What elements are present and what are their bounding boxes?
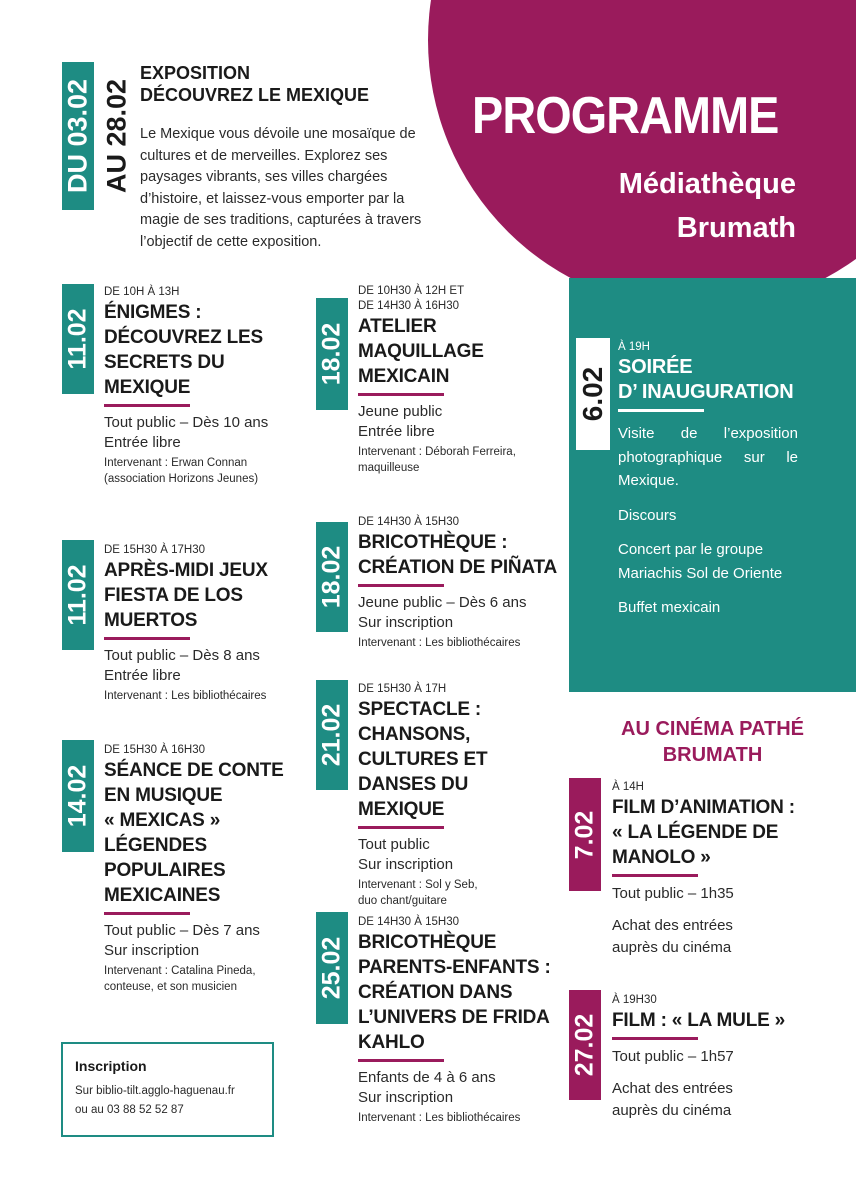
event-divider	[358, 826, 444, 829]
event-audience: Jeune public – Dès 6 ans Sur inscription	[358, 594, 527, 631]
event-audience: Tout public – Dès 10 ans Entrée libre	[104, 414, 269, 451]
event-time: DE 10H À 13H	[104, 286, 180, 298]
event-audience: Tout public – 1h35 Achat des entrées auprès du cinéma	[612, 885, 734, 956]
inscription-website[interactable]: Sur biblio-tilt.agglo-haguenau.fr	[75, 1085, 235, 1097]
inauguration-line: Buffet mexicain	[618, 599, 721, 616]
event-time: DE 14H30 À 15H30	[358, 516, 460, 528]
date-tab-cinema: 7.02	[569, 778, 601, 891]
event-divider	[104, 637, 190, 640]
date-tab-event: 18.02	[316, 522, 348, 632]
event-title: FILM : « LA MULE »	[612, 1010, 786, 1031]
event-enigmes	[104, 285, 304, 487]
event-divider	[358, 393, 444, 396]
event-intervenant: Intervenant : Catalina Pineda, conteuse, et son musicien	[104, 965, 256, 993]
event-audience: Enfants de 4 à 6 ans Sur inscription	[358, 1069, 496, 1106]
event-audience: Tout public – Dès 7 ans Sur inscription	[104, 922, 260, 959]
date-tab-event: 11.02	[62, 540, 94, 650]
event-atelier-maquillage	[358, 284, 558, 476]
event-bricotheque-frida	[358, 915, 563, 1126]
event-time: DE 15H30 À 17H	[358, 683, 447, 695]
event-intervenant: Intervenant : Sol y Seb, duo chant/guitare	[358, 879, 478, 907]
event-audience: Tout public Sur inscription	[358, 836, 454, 873]
event-time: DE 15H30 À 17H30	[104, 544, 206, 556]
date-tab-expo-start: DU 03.02	[62, 62, 94, 210]
inauguration-line: Visite de l’exposition photographique sur le Mexique.	[618, 425, 798, 489]
exposition-title: EXPOSITION DÉCOUVREZ LE MEXIQUE	[140, 63, 370, 105]
event-divider	[358, 584, 444, 587]
event-intervenant: Intervenant : Déborah Ferreira, maquilleuse	[358, 446, 516, 474]
event-time: À 19H	[618, 341, 650, 353]
event-title: SÉANCE DE CONTE EN MUSIQUE « MEXICAS » LÉGENDES POPULAIRES MEXICAINES	[104, 760, 284, 906]
event-title: FILM D’ANIMATION : « LA LÉGENDE DE MANOLO »	[612, 797, 795, 868]
event-time: À 14H	[612, 781, 644, 793]
inscription-box	[61, 1042, 274, 1137]
event-audience: Jeune public Entrée libre	[358, 403, 443, 440]
inauguration-line: Discours	[618, 506, 677, 524]
event-audience: Tout public – 1h57 Achat des entrées auprès du cinéma	[612, 1048, 734, 1119]
event-title: ÉNIGMES : DÉCOUVREZ LES SECRETS DU MEXIQUE	[104, 302, 263, 398]
event-time: DE 14H30 À 15H30	[358, 916, 460, 928]
date-tab-inauguration: 6.02	[576, 338, 610, 450]
event-title: ATELIER MAQUILLAGE MEXICAIN	[358, 316, 484, 387]
date-tab-event: 14.02	[62, 740, 94, 852]
event-divider	[618, 409, 704, 412]
event-bricotheque-pinata	[358, 515, 558, 651]
exposition-description: Le Mexique vous dévoile une mosaïque de cultures et de merveilles. Explorez ses paysages vibrants, ses villes chargées d’histoire, et laissez-vous emporter par la magie de ses traditions, capturées à travers l’objectif de cette exposition.	[140, 126, 422, 250]
page-title: PROGRAMME	[472, 87, 779, 145]
event-divider	[612, 1037, 698, 1040]
header-circle	[428, 0, 856, 310]
event-time: DE 10H30 À 12H ET DE 14H30 À 16H30	[358, 285, 465, 312]
event-title: APRÈS-MIDI JEUX FIESTA DE LOS MUERTOS	[104, 560, 268, 631]
event-intervenant: Intervenant : Les bibliothécaires	[358, 637, 521, 649]
event-divider	[612, 874, 698, 877]
event-intervenant: Intervenant : Les bibliothécaires	[358, 1112, 521, 1124]
event-spectacle	[358, 682, 558, 909]
inscription-phone: ou au 03 88 52 52 87	[75, 1104, 184, 1116]
event-divider	[104, 912, 190, 915]
date-tab-event: 18.02	[316, 298, 348, 410]
inauguration-details	[618, 422, 798, 631]
inscription-title: Inscription	[75, 1058, 147, 1074]
event-divider	[104, 404, 190, 407]
event-inauguration	[618, 340, 838, 418]
event-title: SPECTACLE : CHANSONS, CULTURES ET DANSES DU MEXIQUE	[358, 699, 488, 820]
event-intervenant: Intervenant : Erwan Connan (association Horizons Jeunes)	[104, 457, 259, 485]
event-seance-conte	[104, 743, 304, 995]
venue-name-line1: Médiathèque	[618, 168, 796, 200]
inauguration-line: Concert par le groupe Mariachis Sol de Oriente	[618, 541, 783, 582]
date-tab-event: 21.02	[316, 680, 348, 790]
date-tab-expo-end: AU 28.02	[101, 78, 132, 194]
event-film-la-mule	[612, 993, 842, 1122]
event-audience: Tout public – Dès 8 ans Entrée libre	[104, 647, 260, 684]
event-time: À 19H30	[612, 994, 657, 1006]
venue-name-line2: Brumath	[676, 212, 796, 244]
date-tab-cinema: 27.02	[569, 990, 601, 1100]
event-title: BRICOTHÈQUE PARENTS-ENFANTS : CRÉATION DANS L’UNIVERS DE FRIDA KAHLO	[358, 932, 551, 1053]
event-divider	[358, 1059, 444, 1062]
event-time: DE 15H30 À 16H30	[104, 744, 206, 756]
event-intervenant: Intervenant : Les bibliothécaires	[104, 690, 267, 702]
event-title: BRICOTHÈQUE : CRÉATION DE PIÑATA	[358, 532, 558, 578]
event-film-manolo	[612, 780, 842, 959]
cinema-heading: AU CINÉMA PATHÉ BRUMATH	[621, 718, 804, 766]
date-tab-event: 25.02	[316, 912, 348, 1024]
event-title: SOIRÉE D’ INAUGURATION	[618, 356, 794, 403]
event-apres-midi-jeux	[104, 543, 304, 704]
date-tab-event: 11.02	[62, 284, 94, 394]
